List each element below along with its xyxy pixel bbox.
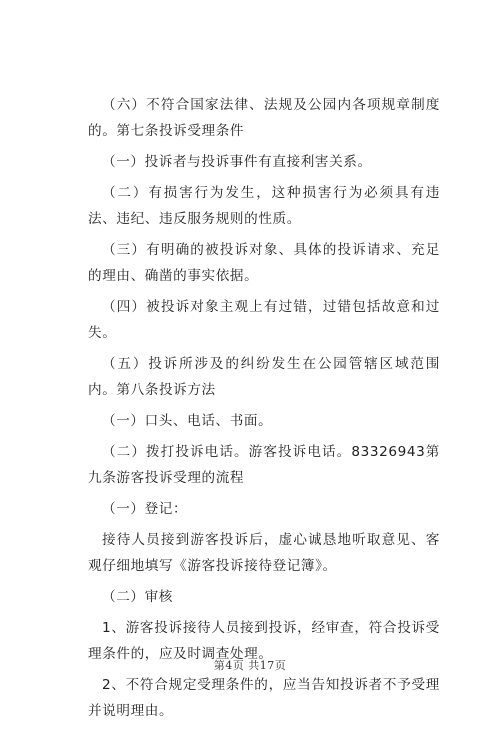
paragraph-4: （三）有明确的被投诉对象、具体的投诉请求、充足的理由、确凿的事实依据。 xyxy=(88,242,440,284)
paragraph-1: （六）不符合国家法律、法规及公园内各项规章制度的。第七条投诉受理条件 xyxy=(88,97,440,139)
paragraph-13: 2、不符合规定受理条件的，应当告知投诉者不予受理并说明理由。 xyxy=(88,677,440,719)
paragraph-12: 1、游客投诉接待人员接到投诉，经审查，符合投诉受理条件的，应及时调查处理。 xyxy=(88,620,440,662)
paragraph-6: （五）投诉所涉及的纠纷发生在公园管辖区域范围内。第八条投诉方法 xyxy=(88,356,440,398)
paragraph-10: 接待人员接到游客投诉后，虚心诚恳地听取意见、客观仔细地填写《游客投诉接待登记簿》。 xyxy=(88,532,440,574)
paragraph-3: （二）有损害行为发生，这种损害行为必须具有违法、违纪、违反服务规则的性质。 xyxy=(88,185,440,227)
paragraph-7: （一）口头、电话、书面。 xyxy=(102,413,273,429)
paragraph-5: （四）被投诉对象主观上有过错，过错包括故意和过失。 xyxy=(88,299,440,341)
paragraph-8: （二）拨打投诉电话。游客投诉电话。83326943第九条游客投诉受理的流程 xyxy=(88,444,440,486)
paragraph-11: （二）审核 xyxy=(102,589,173,605)
document-body xyxy=(88,92,440,729)
page-footer: 第4页 共17页 xyxy=(213,659,287,672)
paragraph-2: （一）投诉者与投诉事件有直接利害关系。 xyxy=(102,154,372,170)
paragraph-9: （一）登记： xyxy=(102,501,188,517)
